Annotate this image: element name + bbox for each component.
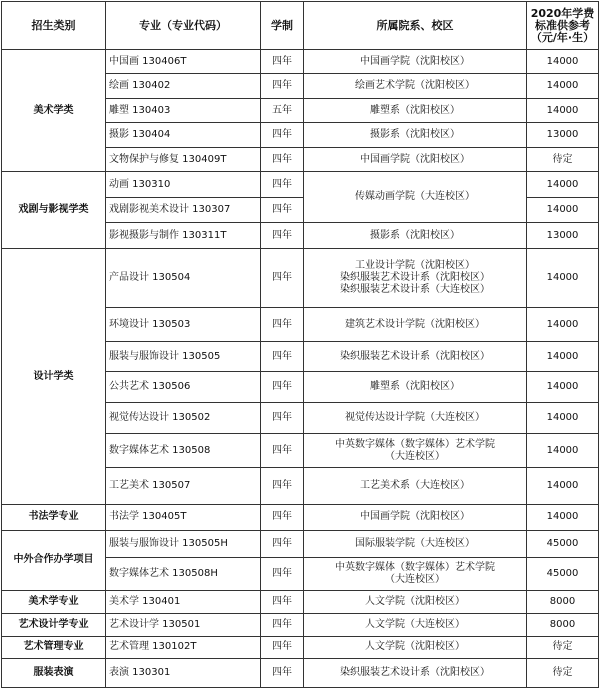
years-cell: 四年: [261, 614, 304, 636]
major-cell: 表演 130301: [106, 659, 261, 688]
fee-cell: 14000: [527, 98, 599, 122]
category-cell: 艺术设计学专业: [2, 614, 106, 636]
fee-cell: 14000: [527, 433, 599, 468]
dept-cell: 染织服装艺术设计系（沈阳校区）: [304, 341, 527, 372]
major-cell: 摄影 130404: [106, 123, 261, 147]
dept-line: 中英数字媒体（数字媒体）艺术学院: [335, 438, 495, 450]
category-cell: 戏剧与影视学类: [2, 172, 106, 249]
header-row: [2, 2, 599, 50]
major-cell: 视觉传达设计 130502: [106, 403, 261, 434]
years-cell: 四年: [261, 659, 304, 688]
fee-cell: 14000: [527, 172, 599, 198]
years-cell: 四年: [261, 433, 304, 468]
years-cell: 五年: [261, 98, 304, 122]
dept-line: 工业设计学院（沈阳校区）: [355, 260, 475, 272]
dept-line: （大连校区）: [385, 574, 445, 585]
fee-cell: 待定: [527, 147, 599, 171]
years-cell: 四年: [261, 530, 304, 558]
major-cell: 数字媒体艺术 130508H: [106, 558, 261, 591]
fee-cell: 14000: [527, 505, 599, 531]
header-dept: 所属院系、校区: [304, 2, 527, 50]
major-cell: 美术学 130401: [106, 590, 261, 613]
fee-cell: 14000: [527, 50, 599, 74]
fee-cell: 14000: [527, 341, 599, 372]
category-cell: 美术学类: [2, 50, 106, 172]
fee-cell: 8000: [527, 614, 599, 636]
major-cell: 文物保护与修复 130409T: [106, 147, 261, 171]
years-cell: 四年: [261, 50, 304, 74]
dept-cell: 建筑艺术设计学院（沈阳校区）: [304, 308, 527, 342]
dept-line: 染织服装艺术设计系（大连校区）: [340, 284, 490, 296]
fee-cell: 14000: [527, 372, 599, 403]
dept-line: 中英数字媒体（数字媒体）艺术学院: [335, 562, 495, 573]
category-cell: 美术学专业: [2, 590, 106, 613]
dept-line: （大连校区）: [385, 450, 445, 462]
dept-cell: 雕塑系（沈阳校区）: [304, 372, 527, 403]
dept-cell: 人文学院（沈阳校区）: [304, 636, 527, 658]
major-cell: 中国画 130406T: [106, 50, 261, 74]
dept-line: 染织服装艺术设计系（沈阳校区）: [340, 272, 490, 284]
dept-cell: 工艺美术系（大连校区）: [304, 468, 527, 505]
major-cell: 数字媒体艺术 130508: [106, 433, 261, 468]
table-row: [2, 636, 599, 658]
table-row: [2, 590, 599, 613]
fee-cell: 14000: [527, 403, 599, 434]
category-cell: 设计学类: [2, 248, 106, 504]
fee-cell: 待定: [527, 659, 599, 688]
major-cell: 书法学 130405T: [106, 505, 261, 531]
major-cell: 艺术管理 130102T: [106, 636, 261, 658]
dept-cell: [304, 558, 527, 591]
enrollment-table: [1, 1, 599, 688]
major-cell: 服装与服饰设计 130505: [106, 341, 261, 372]
major-cell: 雕塑 130403: [106, 98, 261, 122]
major-cell: 艺术设计学 130501: [106, 614, 261, 636]
table-row: [2, 172, 599, 198]
dept-cell: 传媒动画学院（大连校区）: [304, 172, 527, 223]
header-major: 专业（专业代码）: [106, 2, 261, 50]
years-cell: 四年: [261, 248, 304, 307]
years-cell: 四年: [261, 403, 304, 434]
years-cell: 四年: [261, 505, 304, 531]
fee-cell: 14000: [527, 248, 599, 307]
dept-cell: 中国画学院（沈阳校区）: [304, 50, 527, 74]
table-row: [2, 505, 599, 531]
dept-cell: 人文学院（大连校区）: [304, 614, 527, 636]
dept-cell: 染织服装艺术设计系（沈阳校区）: [304, 659, 527, 688]
fee-cell: 待定: [527, 636, 599, 658]
fee-cell: 8000: [527, 590, 599, 613]
major-cell: 工艺美术 130507: [106, 468, 261, 505]
years-cell: 四年: [261, 197, 304, 223]
dept-cell: [304, 248, 527, 307]
major-cell: 产品设计 130504: [106, 248, 261, 307]
header-years: 学制: [261, 2, 304, 50]
dept-cell: 人文学院（沈阳校区）: [304, 590, 527, 613]
fee-cell: 14000: [527, 308, 599, 342]
fee-cell: 45000: [527, 558, 599, 591]
years-cell: 四年: [261, 372, 304, 403]
years-cell: 四年: [261, 147, 304, 171]
header-fee-line1: 2020年学费: [530, 6, 595, 20]
table-row: [2, 530, 599, 558]
category-cell: 中外合作办学项目: [2, 530, 106, 590]
fee-cell: 14000: [527, 197, 599, 223]
dept-cell: 国际服装学院（大连校区）: [304, 530, 527, 558]
dept-cell: 中国画学院（沈阳校区）: [304, 147, 527, 171]
years-cell: 四年: [261, 74, 304, 98]
fee-cell: 13000: [527, 123, 599, 147]
table-row: [2, 50, 599, 74]
years-cell: 四年: [261, 341, 304, 372]
category-cell: 书法学专业: [2, 505, 106, 531]
years-cell: 四年: [261, 558, 304, 591]
years-cell: 四年: [261, 468, 304, 505]
years-cell: 四年: [261, 223, 304, 249]
major-cell: 公共艺术 130506: [106, 372, 261, 403]
dept-cell: 中国画学院（沈阳校区）: [304, 505, 527, 531]
header-category: 招生类别: [2, 2, 106, 50]
fee-cell: 14000: [527, 74, 599, 98]
fee-cell: 45000: [527, 530, 599, 558]
major-cell: 影视摄影与制作 130311T: [106, 223, 261, 249]
fee-cell: 13000: [527, 223, 599, 249]
header-fee-line3: （元/年·生）: [530, 30, 595, 44]
dept-cell: 绘画艺术学院（沈阳校区）: [304, 74, 527, 98]
years-cell: 四年: [261, 172, 304, 198]
table-row: [2, 614, 599, 636]
major-cell: 戏剧影视美术设计 130307: [106, 197, 261, 223]
major-cell: 动画 130310: [106, 172, 261, 198]
table-row: [2, 248, 599, 307]
header-fee-line2: 标准供参考: [535, 18, 590, 32]
major-cell: 绘画 130402: [106, 74, 261, 98]
dept-cell: 雕塑系（沈阳校区）: [304, 98, 527, 122]
dept-cell: 摄影系（沈阳校区）: [304, 223, 527, 249]
dept-cell: [304, 433, 527, 468]
major-cell: 环境设计 130503: [106, 308, 261, 342]
category-cell: 服装表演: [2, 659, 106, 688]
years-cell: 四年: [261, 308, 304, 342]
dept-cell: 视觉传达设计学院（大连校区）: [304, 403, 527, 434]
table-row: [2, 659, 599, 688]
fee-cell: 14000: [527, 468, 599, 505]
major-cell: 服装与服饰设计 130505H: [106, 530, 261, 558]
header-fee: [527, 2, 599, 50]
category-cell: 艺术管理专业: [2, 636, 106, 658]
dept-cell: 摄影系（沈阳校区）: [304, 123, 527, 147]
years-cell: 四年: [261, 590, 304, 613]
years-cell: 四年: [261, 123, 304, 147]
years-cell: 四年: [261, 636, 304, 658]
